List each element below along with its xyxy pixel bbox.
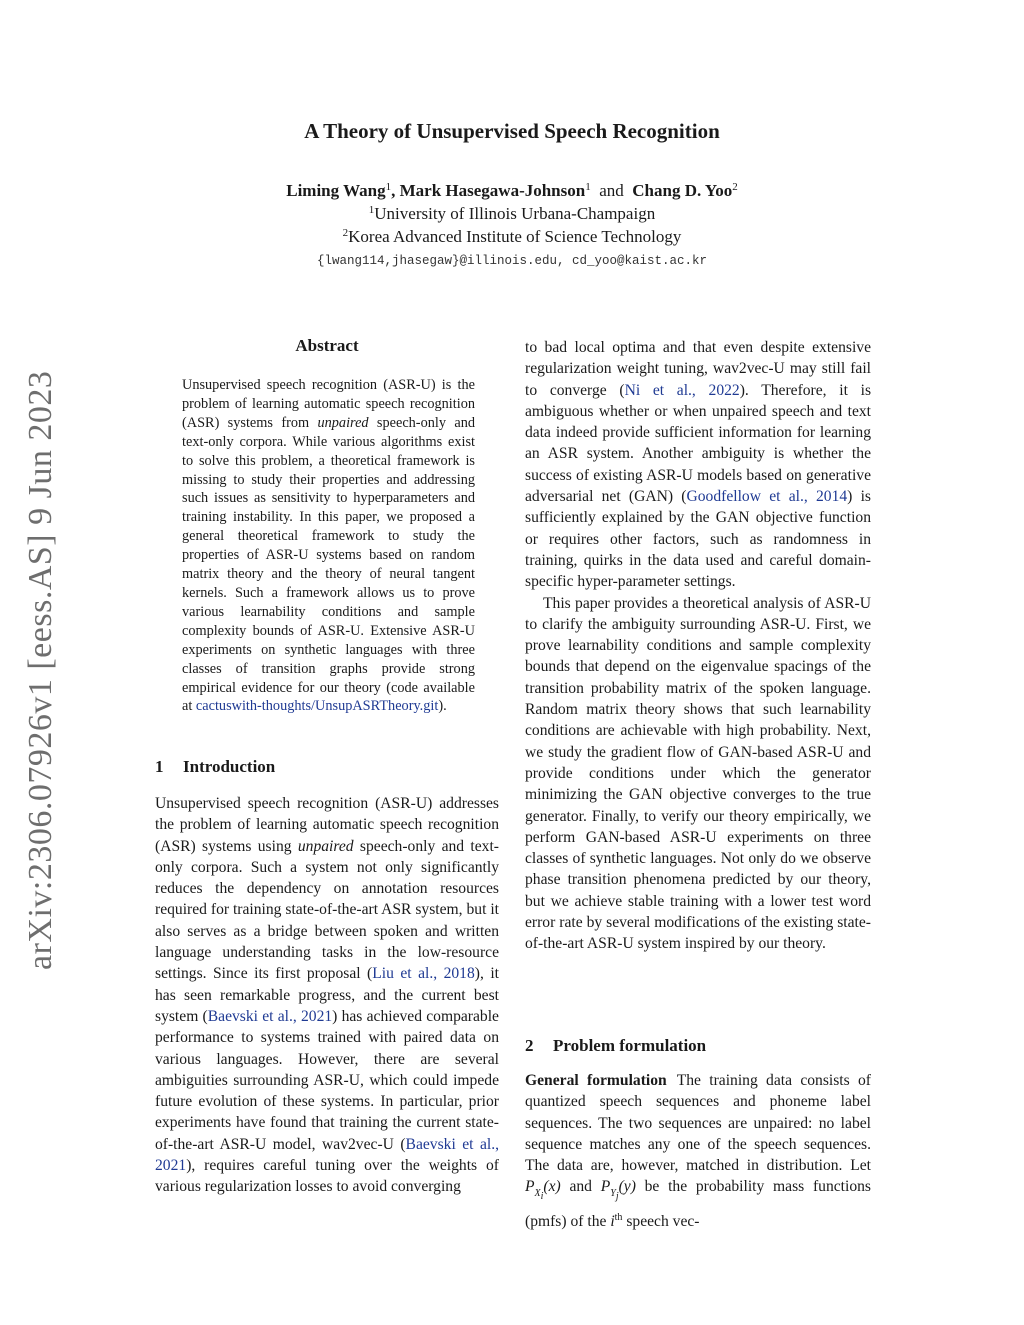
right-paragraph-1: to bad local optima and that even despite extensive regularization weight tuning, wav2vec-U may still fail to converge (Ni et al., 2022). Therefore, it is ambiguous whether or when unpaired speech and text data indeed provide sufficient information for learning an ASR system. Another ambiguity is whether the success of existing ASR-U models based on generative adversarial net (GAN) (Goodfellow et al., 2014) is sufficiently explained by the GAN objective function or requires other factors, such as randomness in training, quirks in the data used and careful domain-specific hyper-parameter settings. xyxy=(525,339,872,591)
right-paragraph-2: This paper provides a theoretical analysis of ASR-U to clarify the ambiguity surrounding ASR-U. First, we prove learnability conditions and sample complexity bounds that depend on the eigenvalue spacings of the transition probability matrix of the spoken language. Random matrix theory shows that such learnability conditions are achievable with high probability. Next, we study the gradient flow of GAN-based ASR-U and provide conditions under which the generator minimizing the GAN objective converges to the true generator. Finally, to verify our theory empirically, we perform GAN-based ASR-U experiments on three classes of synthetic languages. Not only do we observe phase transition phenomena predicted by our theory, but we achieve stable training with a lower test word error rate by several modifications of the existing state-of-the-art ASR-U system inspired by our theory. xyxy=(525,594,871,953)
author-3: Chang D. Yoo xyxy=(632,181,733,200)
abstract-body: Unsupervised speech recognition (ASR-U) is the problem of learning automatic speech recognition (ASR) systems from unpaired speech-only and text-only corpora. While various algorithms exist to solve this problem, a theoretical framework is missing to study their properties and addressing such issues as sensitivity to hyperparameters and training instability. In this paper, we proposed a general theoretical framework to study the properties of ASR-U systems based on random matrix theory and the theory of neural tangent kernels. Such a framework allows us to prove various learnability conditions and sample complexity bounds of ASR-U. Extensive ASR-U experiments on synthetic languages with three classes of transition graphs provide strong empirical evidence for our theory (code available at cactuswith-thoughts/UnsupASRTheory.git). xyxy=(182,377,475,715)
intro-paragraph: Unsupervised speech recognition (ASR-U) addresses the problem of learning automatic speech recognition (ASR) systems using unpaired speech-only and text-only corpora. Such a system not only significantly reduces the dependency on annotation resources required for training state-of-the-art ASR system, but it also serves as a bridge between spoken and written language understanding tasks in the low-resource settings. Since its first proposal (Liu et al., 2018), it has seen remarkable progress, and the current best system (Baevski et al., 2021) has achieved comparable performance to systems trained with paired data on various languages. However, there are several ambiguities surrounding ASR-U, which could impede future evolution of these systems. In particular, prior experiments have found that training the current state-of-the-art ASR-U model, wav2vec-U (Baevski et al., 2021), requires careful tuning over the weights of various regularization losses to avoid converging xyxy=(155,795,499,1196)
citation-liu-2018[interactable]: Liu et al., 2018 xyxy=(372,965,475,983)
runin-heading: General formulation xyxy=(525,1072,667,1089)
section-2-heading: 2 Problem formulation xyxy=(525,1036,707,1055)
citation-ni-2022[interactable]: Ni et al., 2022 xyxy=(624,381,740,399)
math-pmf-x: $P_{X_i}(x)$ xyxy=(525,1178,561,1202)
author-1: Liming Wang xyxy=(286,181,386,200)
citation-baevski-2021-b[interactable]: Baevski et al., 2021 xyxy=(155,1135,499,1175)
section-2-paragraph: General formulation The training data consists of quantized speech sequences and phoneme label sequences. The two sequences are unpaired: no label sequence matches any one of the speech sequences. The data are, however, matched in distribution. Let $P_{X_i}(x)$ and $P_{Y_j}(y)$ be the probability mass functions (pmfs) of the $i^{th}$ speech vec- xyxy=(525,1072,872,1231)
citation-goodfellow-2014[interactable]: Goodfellow et al., 2014 xyxy=(686,488,848,506)
code-link[interactable]: cactuswith-thoughts/UnsupASRTheory.git xyxy=(195,698,439,715)
right-column-text xyxy=(525,337,871,955)
author-2: Mark Hasegawa-Johnson xyxy=(399,181,586,200)
math-pmf-y: $P_{Y_j}(y)$ xyxy=(600,1178,636,1202)
author-emails: {lwang114,jhasegaw}@illinois.edu, cd_yoo@kaist.ac.kr xyxy=(316,254,708,268)
citation-baevski-2021[interactable]: Baevski et al., 2021 xyxy=(207,1007,333,1025)
arxiv-identifier: arXiv:2306.07926v1 [eess.AS] 9 Jun 2023 xyxy=(22,370,59,970)
section-1-heading: 1 Introduction xyxy=(155,757,276,776)
affiliation-1: $^1$University of Illinois Urbana-Champaign xyxy=(368,204,656,223)
abstract-heading: Abstract xyxy=(295,336,359,355)
paper-title: A Theory of Unsupervised Speech Recognition xyxy=(304,119,720,143)
affiliation-2: $^2$Korea Advanced Institute of Science Technology xyxy=(342,227,682,246)
author-list: Liming Wang$^1$, Mark Hasegawa-Johnson$^1$ and Chang D. Yoo$^2$ xyxy=(286,181,738,200)
